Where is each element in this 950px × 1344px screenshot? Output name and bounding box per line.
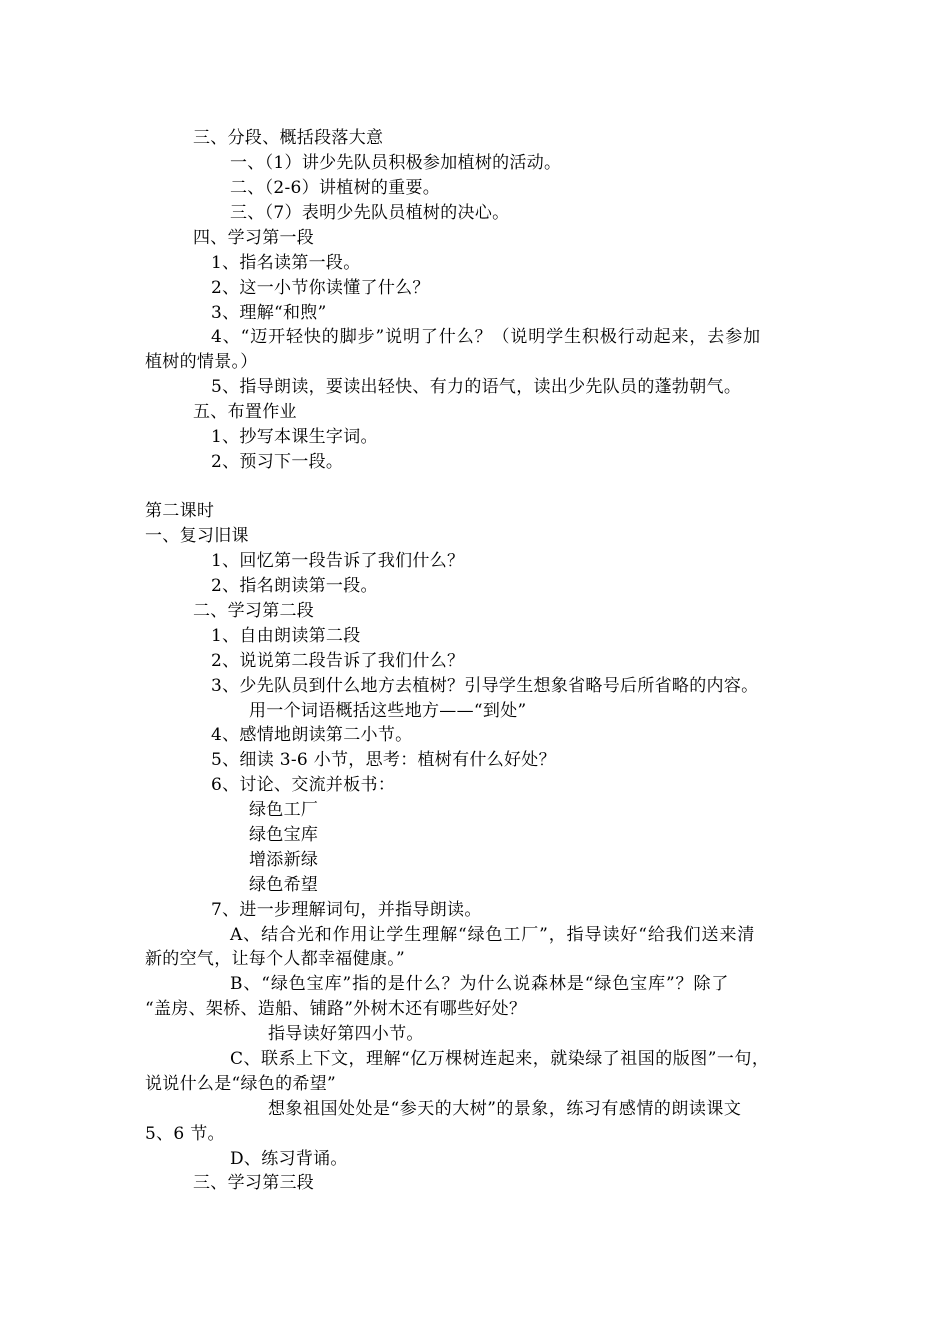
sub-item-continuation: 新的空气，让每个人都幸福健康。” [145,949,405,969]
board-note: 绿色希望 [249,875,319,895]
sub-item-note: 想象祖国处处是“参天的大树”的景象，练习有感情的朗读课文 [268,1099,742,1119]
board-note: 增添新绿 [249,850,319,870]
list-item: 1、抄写本课生字词。 [211,427,378,447]
sub-item-continuation: 5、6 节。 [145,1124,225,1144]
list-item: 2、说说第二段告诉了我们什么？ [211,651,465,671]
list-item: 4、感情地朗读第二小节。 [211,725,413,745]
sub-item-continuation: 说说什么是“绿色的希望” [145,1074,336,1094]
list-item: 3、少先队员到什么地方去植树？引导学生想象省略号后所省略的内容。 [211,676,759,696]
section-heading: 四、学习第一段 [193,228,315,248]
list-item-continuation: 植树的情景。） [145,352,258,372]
section-heading: 三、分段、概括段落大意 [193,128,384,148]
list-item: 4、“迈开轻快的脚步”说明了什么？（说明学生积极行动起来，去参加 [211,327,761,347]
sub-item-continuation: “盖房、架桥、造船、铺路”外树木还有哪些好处？ [145,999,527,1019]
list-item: 1、指名读第一段。 [211,253,361,273]
sub-item: D、练习背诵。 [230,1149,348,1169]
paragraph-line: 一、（1）讲少先队员积极参加植树的活动。 [230,153,562,173]
section-heading: 三、学习第三段 [193,1173,315,1193]
board-note: 绿色工厂 [249,800,319,820]
list-item: 2、这一小节你读懂了什么？ [211,278,430,298]
board-note: 绿色宝库 [249,825,319,845]
section-heading: 二、学习第二段 [193,601,315,621]
list-item: 1、回忆第一段告诉了我们什么？ [211,551,465,571]
list-item: 5、指导朗读，要读出轻快、有力的语气，读出少先队员的蓬勃朝气。 [211,377,742,397]
sub-item: C、联系上下文，理解“亿万棵树连起来，就染绿了祖国的版图”一句， [230,1049,770,1069]
list-item: 2、预习下一段。 [211,452,344,472]
list-item: 6、讨论、交流并板书： [211,775,396,795]
list-item: 7、进一步理解词句，并指导朗读。 [211,900,482,920]
list-item: 2、指名朗读第一段。 [211,576,378,596]
section-heading: 一、复习旧课 [145,526,249,546]
section-heading: 五、布置作业 [193,402,297,422]
list-item: 5、细读 3-6 小节，思考：植树有什么好处？ [211,750,556,770]
list-item: 1、自由朗读第二段 [211,626,361,646]
sub-item: B、“绿色宝库”指的是什么？为什么说森林是“绿色宝库”？除了 [230,974,730,994]
paragraph-line: 二、（2-6）讲植树的重要。 [230,178,441,198]
list-item-continuation: 用一个词语概括这些地方——“到处” [249,701,527,721]
lesson-title: 第二课时 [145,501,215,521]
sub-item-note: 指导读好第四小节。 [268,1024,424,1044]
sub-item: A、结合光和作用让学生理解“绿色工厂”，指导读好“给我们送来清 [230,925,756,945]
list-item: 3、理解“和煦” [211,303,327,323]
paragraph-line: 三、（7）表明少先队员植树的决心。 [230,203,510,223]
